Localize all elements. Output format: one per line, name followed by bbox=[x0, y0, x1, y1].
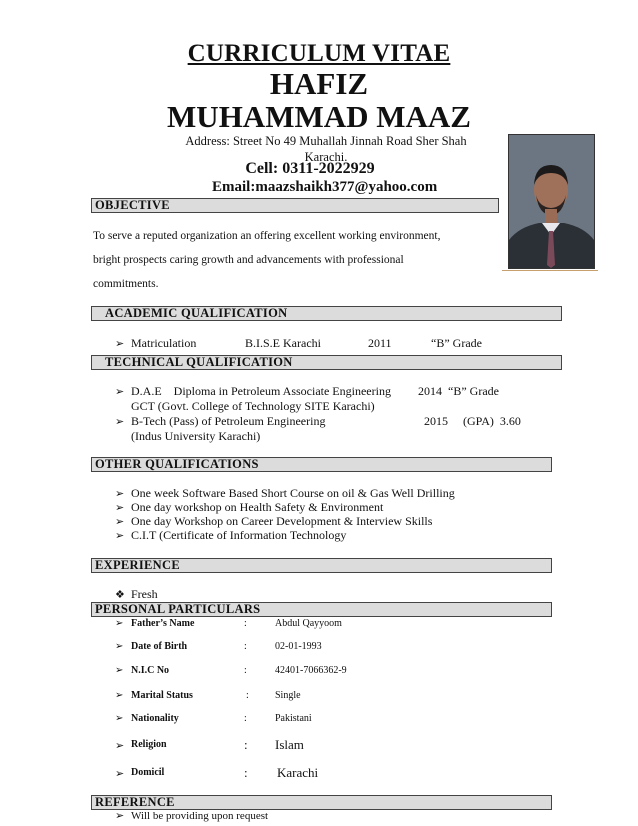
name-line-2: MUHAMMAD MAAZ bbox=[167, 99, 471, 134]
academic-heading: ACADEMIC QUALIFICATION bbox=[91, 306, 562, 321]
arrow-bullet-icon: ➢ bbox=[115, 516, 125, 528]
separator: : bbox=[244, 665, 247, 676]
arrow-bullet-icon: ➢ bbox=[115, 810, 125, 822]
personal-label: Date of Birth bbox=[131, 641, 188, 652]
experience-item: Fresh bbox=[131, 587, 158, 601]
other-item: One week Software Based Short Course on oil & Gas Well Drilling bbox=[131, 486, 455, 500]
arrow-bullet-icon: ➢ bbox=[115, 768, 125, 780]
separator: : bbox=[244, 641, 247, 652]
person-photo-icon bbox=[509, 135, 594, 268]
personal-label: Domicil bbox=[131, 767, 165, 778]
arrow-bullet-icon: ➢ bbox=[115, 488, 125, 500]
academic-year: 2011 bbox=[368, 336, 392, 350]
personal-value: Abdul Qayyoom bbox=[275, 618, 342, 629]
personal-label: N.I.C No bbox=[131, 665, 170, 676]
personal-value: Single bbox=[275, 690, 301, 701]
technical-item-2: B-Tech (Pass) of Petroleum Engineering bbox=[131, 414, 326, 428]
diamond-bullet-icon: ❖ bbox=[115, 589, 125, 601]
personal-label: Nationality bbox=[131, 713, 179, 724]
email: Email:maazshaikh377@yahoo.com bbox=[212, 179, 438, 195]
technical-institute-1: GCT (Govt. College of Technology SITE Karachi) bbox=[131, 399, 375, 413]
reference-heading: REFERENCE bbox=[91, 795, 552, 810]
academic-degree: Matriculation bbox=[131, 336, 197, 350]
personal-label: Father’s Name bbox=[131, 618, 195, 629]
cv-title: CURRICULUM VITAE bbox=[187, 40, 451, 67]
arrow-bullet-icon: ➢ bbox=[115, 530, 125, 542]
technical-heading: TECHNICAL QUALIFICATION bbox=[91, 355, 562, 370]
separator: : bbox=[244, 713, 247, 724]
other-item: One day Workshop on Career Development & Interview Skills bbox=[131, 514, 433, 528]
objective-line: bright prospects caring growth and advancements with professional bbox=[93, 254, 404, 266]
photo-underline bbox=[502, 270, 598, 271]
personal-label: Religion bbox=[131, 739, 167, 750]
separator: : bbox=[244, 737, 248, 752]
separator: : bbox=[246, 690, 249, 701]
arrow-bullet-icon: ➢ bbox=[115, 641, 124, 652]
objective-heading: OBJECTIVE bbox=[91, 198, 499, 213]
arrow-bullet-icon: ➢ bbox=[115, 713, 124, 724]
arrow-bullet-icon: ➢ bbox=[115, 386, 125, 398]
arrow-bullet-icon: ➢ bbox=[115, 740, 125, 752]
personal-heading: PERSONAL PARTICULARS bbox=[91, 602, 552, 617]
objective-line: commitments. bbox=[93, 278, 159, 290]
objective-text bbox=[93, 224, 483, 296]
address: Address: Street No 49 Muhallah Jinnah Road Sher Shah Karachi. bbox=[185, 134, 467, 164]
arrow-bullet-icon: ➢ bbox=[115, 665, 124, 676]
other-item: One day workshop on Health Safety & Environment bbox=[131, 500, 384, 514]
arrow-bullet-icon: ➢ bbox=[115, 338, 125, 350]
experience-heading: EXPERIENCE bbox=[91, 558, 552, 573]
academic-board: B.I.S.E Karachi bbox=[245, 336, 321, 350]
name-line-1: HAFIZ bbox=[269, 66, 369, 101]
technical-result-1: 2014 “B” Grade bbox=[418, 384, 499, 398]
personal-value: Karachi bbox=[277, 765, 319, 780]
technical-result-2: 2015 (GPA) 3.60 bbox=[424, 414, 521, 428]
personal-value: 42401-7066362-9 bbox=[275, 665, 347, 676]
separator: : bbox=[244, 618, 247, 629]
academic-grade: “B” Grade bbox=[431, 336, 482, 350]
technical-item-1: D.A.E Diploma in Petroleum Associate Engineering bbox=[131, 384, 391, 398]
profile-photo bbox=[508, 134, 595, 269]
cell-number: Cell: 0311-2022929 bbox=[245, 160, 375, 177]
other-item: C.I.T (Certificate of Information Technology bbox=[131, 528, 347, 542]
personal-label: Marital Status bbox=[131, 690, 193, 701]
personal-value: Islam bbox=[275, 737, 304, 752]
technical-institute-2: (Indus University Karachi) bbox=[131, 429, 261, 443]
arrow-bullet-icon: ➢ bbox=[115, 690, 124, 701]
other-heading: OTHER QUALIFICATIONS bbox=[91, 457, 552, 472]
personal-value: Pakistani bbox=[275, 713, 312, 724]
objective-line: To serve a reputed organization an offering excellent working environment, bbox=[93, 230, 441, 242]
separator: : bbox=[244, 765, 248, 780]
reference-item: Will be providing upon request bbox=[131, 810, 269, 822]
arrow-bullet-icon: ➢ bbox=[115, 618, 124, 629]
arrow-bullet-icon: ➢ bbox=[115, 416, 125, 428]
arrow-bullet-icon: ➢ bbox=[115, 502, 125, 514]
personal-value: 02-01-1993 bbox=[275, 641, 322, 652]
